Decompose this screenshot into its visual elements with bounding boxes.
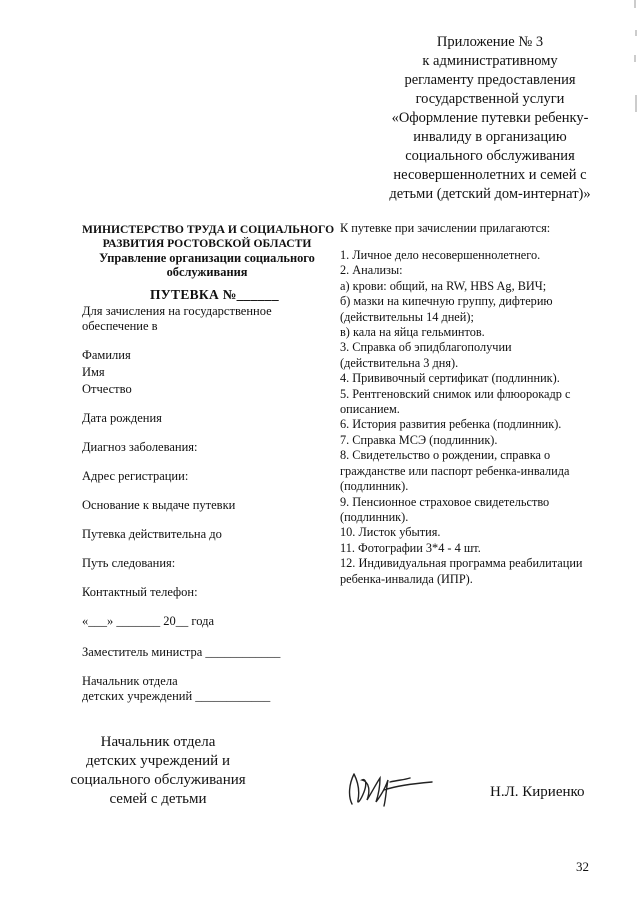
attachment-line: б) мазки на кипечную группу, дифтерию [340, 294, 553, 309]
attachment-line: (действительна 3 дня). [340, 355, 459, 370]
attachments-intro-text: К путевке при зачислении прилагаются: [340, 221, 551, 235]
attachment-line: 8. Свидетельство о рождении, справка о [340, 448, 551, 463]
birth-date-field: Дата рождения [82, 411, 162, 425]
position-line: детских учреждений и [86, 753, 230, 769]
attachment-line: (действительны 14 дней); [340, 309, 474, 324]
header-line: социального обслуживания [405, 148, 575, 164]
attachments-intro [340, 221, 610, 236]
header-line: детьми (детский дом-интернат)» [389, 186, 591, 202]
ministry-line: МИНИСТЕРСТВО ТРУДА И СОЦИАЛЬНОГО [82, 223, 335, 236]
header-line: «Оформление путевки ребенку- [391, 110, 589, 126]
header-line: государственной услуги [415, 91, 565, 107]
position-line: социального обслуживания [70, 772, 246, 788]
department-name [82, 251, 332, 280]
scan-edge-mark [630, 0, 640, 115]
route-field: Путь следования: [82, 556, 176, 570]
attachment-line: в) кала на яйца гельминтов. [340, 325, 485, 340]
head-line: Начальник отдела [82, 674, 178, 688]
appendix-header [360, 33, 620, 204]
handwritten-signature [340, 762, 440, 812]
attachment-line: 3. Справка об эпидблагополучии [340, 340, 512, 355]
signer-name: Н.Л. Кириенко [490, 784, 585, 800]
voucher-title: ПУТЕВКА №______ [150, 287, 279, 302]
head-line: детских учреждений ____________ [82, 689, 271, 703]
surname-field: Фамилия [82, 348, 131, 362]
enrollment-label [82, 304, 272, 334]
phone-field: Контактный телефон: [82, 585, 198, 599]
header-line: к административному [422, 53, 558, 69]
position-line: семей с детьми [109, 791, 207, 807]
attachment-line: 2. Анализы: [340, 263, 403, 278]
page-number: 32 [576, 859, 589, 874]
attachment-line: 12. Индивидуальная программа реабилитации [340, 556, 583, 571]
attachment-line: 5. Рентгеновский снимок или флюорокадр с [340, 386, 571, 401]
attachment-line: описанием. [340, 402, 400, 417]
basis-field: Основание к выдаче путевки [82, 498, 236, 512]
valid-until-field: Путевка действительна до [82, 527, 222, 541]
enrollment-line: Для зачисления на государственное [82, 304, 272, 318]
ministry-name [82, 223, 335, 251]
attachment-line: 10. Листок убытия. [340, 525, 441, 540]
attachment-line: а) крови: общий, на RW, HBS Ag, ВИЧ; [340, 278, 547, 293]
ministry-line: РАЗВИТИЯ РОСТОВСКОЙ ОБЛАСТИ [102, 236, 312, 250]
date-line: «___» _______ 20__ года [82, 614, 214, 628]
signatory-position [58, 733, 258, 809]
attachment-line: (подлинник). [340, 509, 409, 524]
attachment-line: 7. Справка МСЭ (подлинник). [340, 432, 498, 447]
deputy-minister-line: Заместитель министра ____________ [82, 645, 281, 659]
attachment-line: 1. Личное дело несовершеннолетнего. [340, 248, 541, 262]
patronymic-field: Отчество [82, 382, 132, 396]
attachment-line: ребенка-инвалида (ИПР). [340, 571, 473, 586]
address-field: Адрес регистрации: [82, 469, 189, 483]
department-line: обслуживания [166, 265, 248, 279]
position-line: Начальник отдела [100, 734, 216, 750]
attachment-line: 4. Прививочный сертификат (подлинник). [340, 371, 560, 386]
header-line: Приложение № 3 [436, 34, 544, 50]
department-line: Управление организации социального [99, 250, 315, 265]
header-line: регламенту предоставления [404, 72, 576, 88]
header-line: несовершеннолетних и семей с [393, 167, 587, 183]
enrollment-line: обеспечение в [82, 319, 158, 333]
attachment-line: 6. История развития ребенка (подлинник). [340, 417, 562, 432]
attachment-line: 9. Пенсионное страховое свидетельство [340, 494, 550, 509]
name-field: Имя [82, 365, 105, 379]
attachments-list [340, 248, 610, 587]
attachment-line: 11. Фотографии 3*4 - 4 шт. [340, 540, 481, 555]
diagnosis-field: Диагноз заболевания: [82, 440, 198, 454]
issuing-authority [82, 223, 335, 279]
header-line: инвалиду в организацию [413, 129, 567, 145]
attachment-line: (подлинник). [340, 479, 409, 494]
head-of-department-line [82, 674, 270, 704]
attachment-line: гражданстве или паспорт ребенка-инвалида [340, 463, 570, 478]
